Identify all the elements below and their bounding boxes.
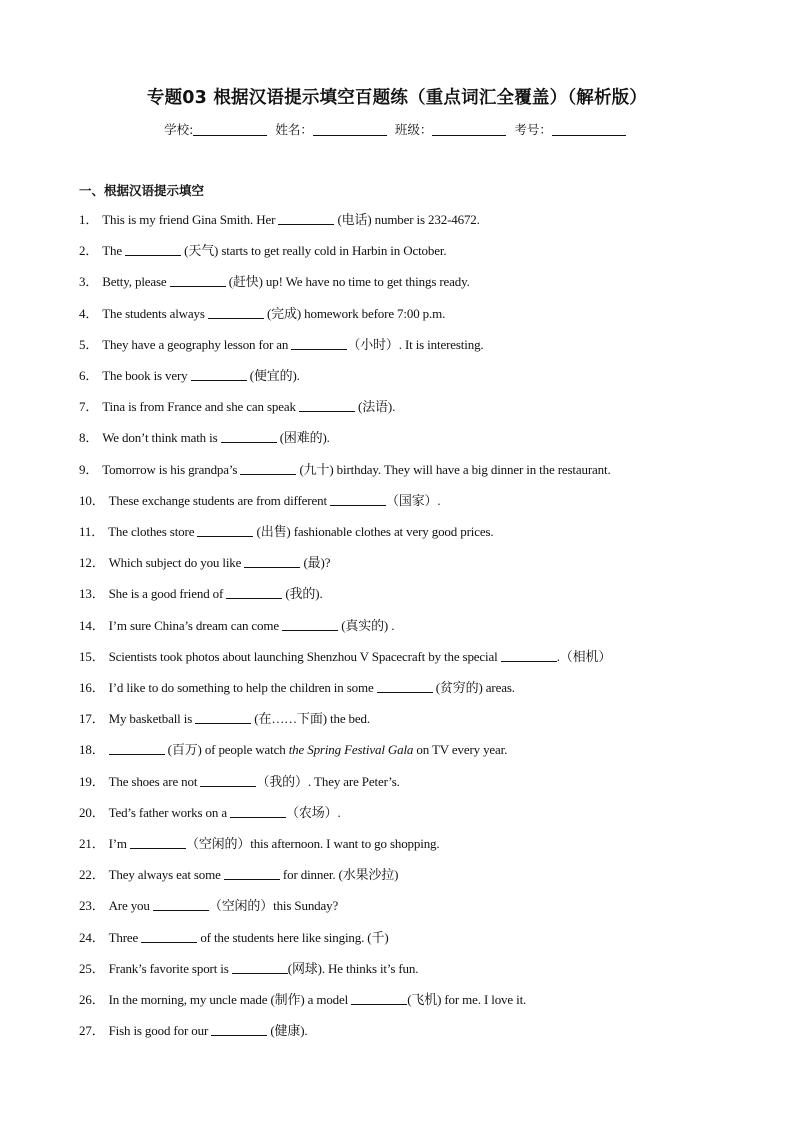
question-item — [79, 708, 370, 727]
answer-blank[interactable] — [224, 868, 280, 880]
question-number: 26． — [79, 992, 105, 1007]
question-text-before: Frank’s favorite sport is — [108, 960, 232, 976]
question-text-after: of the students here like singing. (千) — [197, 929, 389, 945]
question-number: 20． — [79, 804, 105, 820]
answer-blank[interactable] — [244, 556, 300, 568]
question-text-after: (健康). — [267, 1023, 308, 1039]
question-text-after: （小时）. It is interesting. — [347, 336, 484, 352]
question-text-before: My basketball is — [108, 711, 196, 727]
answer-blank[interactable] — [197, 525, 253, 537]
answer-blank[interactable] — [208, 307, 264, 319]
question-number: 24． — [79, 929, 105, 945]
question-text-after: （空闲的）this afternoon. I want to go shopping. — [185, 836, 440, 851]
exam-number-field[interactable] — [552, 123, 626, 136]
question-text-after: (天气) starts to get really cold in Harbin in October. — [181, 243, 447, 259]
question-text-after: for dinner. (水果沙拉) — [279, 867, 399, 883]
answer-blank[interactable] — [141, 931, 197, 943]
answer-blank[interactable] — [232, 962, 288, 974]
question-text-after: (贫穷的) areas. — [432, 680, 515, 695]
question-text-after: (赶快) up! We have no time to get things ready. — [225, 274, 470, 290]
question-number: 19． — [79, 773, 105, 789]
question-number: 25． — [79, 960, 105, 976]
answer-blank[interactable] — [230, 806, 286, 818]
question-item — [79, 677, 515, 696]
question-text-before: The shoes are not — [108, 773, 201, 789]
question-item — [79, 739, 507, 758]
question-text-before: Three — [108, 929, 142, 945]
question-text-before: The clothes store — [108, 524, 198, 539]
question-text-before: Fish is good for our — [108, 1023, 212, 1039]
question-text-after: (法语). — [354, 399, 396, 415]
question-text-tail: on TV every year. — [413, 742, 508, 758]
question-text-before: They always eat some — [108, 867, 224, 883]
answer-blank[interactable] — [191, 369, 247, 381]
question-text-before: In the morning, my uncle made (制作) a model — [108, 992, 352, 1007]
question-text-before: She is a good friend of — [108, 586, 227, 602]
question-number: 5． — [79, 336, 99, 352]
answer-blank[interactable] — [351, 993, 407, 1005]
question-item — [79, 459, 611, 478]
question-item — [79, 303, 445, 322]
question-text-before: Which subject do you like — [108, 555, 245, 571]
answer-blank[interactable] — [200, 775, 256, 787]
question-number: 9． — [79, 461, 99, 477]
question-number: 13． — [79, 586, 105, 602]
answer-blank[interactable] — [125, 244, 181, 256]
question-item — [79, 209, 480, 228]
question-item — [79, 365, 300, 384]
question-text-before: Ted’s father works on a — [108, 804, 231, 820]
question-item — [79, 490, 441, 509]
name-label: 姓名： — [275, 122, 313, 137]
question-text-before: The — [102, 243, 126, 259]
question-item — [79, 802, 341, 821]
question-number: 22． — [79, 867, 105, 883]
question-number: 2． — [79, 243, 99, 259]
question-number: 23． — [79, 898, 105, 914]
answer-blank[interactable] — [130, 837, 186, 849]
question-text-before: Scientists took photos about launching Shenzhou V Spacecraft by the special — [108, 648, 501, 664]
question-item — [79, 552, 330, 571]
answer-blank[interactable] — [221, 431, 277, 443]
question-text-before: Tomorrow is his grandpa’s — [102, 461, 241, 477]
answer-blank[interactable] — [153, 899, 209, 911]
question-text-after: (真实的) . — [338, 617, 395, 633]
question-number: 15． — [79, 648, 105, 664]
question-item — [79, 989, 526, 1008]
question-text-after: (便宜的). — [246, 368, 300, 383]
question-text-after: (最)? — [300, 555, 331, 571]
question-number: 8． — [79, 430, 99, 446]
question-number: 11． — [79, 524, 105, 539]
question-text-after: (飞机) for me. I love it. — [407, 992, 527, 1007]
school-field[interactable] — [193, 123, 267, 136]
question-text-before: Are you — [108, 898, 153, 914]
question-text-after: (完成) homework before 7:00 p.m. — [263, 305, 446, 321]
exam-number-label: 考号： — [514, 122, 552, 137]
question-number: 3． — [79, 274, 99, 290]
question-number: 10． — [79, 492, 105, 508]
question-item — [79, 396, 395, 415]
answer-blank[interactable] — [377, 681, 433, 693]
name-field[interactable] — [313, 123, 387, 136]
question-item — [79, 958, 418, 977]
question-number: 14． — [79, 617, 105, 633]
answer-blank[interactable] — [240, 463, 296, 475]
question-text-before: We don’t think math is — [102, 430, 221, 446]
question-text-before: They have a geography lesson for an — [102, 336, 292, 352]
question-text-after: （农场）. — [286, 804, 341, 820]
question-item — [79, 927, 389, 946]
answer-blank[interactable] — [211, 1024, 267, 1036]
question-item — [79, 864, 398, 883]
question-text-after: （空闲的）this Sunday? — [208, 898, 339, 914]
question-text-before: Betty, please — [102, 274, 170, 290]
question-number: 4． — [79, 305, 99, 321]
question-item — [79, 646, 611, 665]
question-text-after: (出售) fashionable clothes at very good prices. — [253, 524, 494, 539]
question-item — [79, 833, 440, 852]
question-item — [79, 895, 338, 914]
question-text-before: These exchange students are from different — [108, 492, 330, 508]
answer-blank[interactable] — [330, 494, 386, 506]
answer-blank[interactable] — [501, 650, 557, 662]
question-item — [79, 271, 470, 290]
question-number: 21． — [79, 836, 105, 851]
question-item — [79, 771, 400, 790]
question-number: 18． — [79, 742, 105, 758]
answer-blank[interactable] — [195, 712, 251, 724]
question-number: 7． — [79, 399, 99, 415]
question-item — [79, 521, 493, 540]
question-text-before: Tina is from France and she can speak — [102, 399, 299, 415]
question-text-after: (网球). He thinks it’s fun. — [287, 960, 419, 976]
question-text-before: I’m sure China’s dream can come — [108, 617, 283, 633]
question-text-after: (困难的). — [276, 430, 330, 446]
answer-blank[interactable] — [170, 275, 226, 287]
answer-blank[interactable] — [226, 587, 282, 599]
class-field[interactable] — [432, 123, 506, 136]
question-text-after: （国家）. — [386, 492, 441, 508]
class-label: 班级： — [394, 122, 433, 137]
section-title: 一、根据汉语提示填空 — [79, 183, 205, 198]
school-label: 学校: — [164, 122, 194, 137]
answer-blank[interactable] — [282, 619, 338, 631]
question-item — [79, 427, 330, 446]
question-item — [79, 240, 446, 259]
page-title: 专题03 根据汉语提示填空百题练（重点词汇全覆盖）（解析版） — [146, 88, 648, 108]
question-text-after: (百万) of people watch — [164, 742, 289, 758]
answer-blank[interactable] — [278, 213, 334, 225]
question-number: 12． — [79, 555, 105, 571]
question-item — [79, 334, 484, 353]
question-text-after: （我的）. They are Peter’s. — [256, 773, 400, 789]
question-text-before: I’d like to do something to help the children in some — [108, 680, 377, 695]
question-text-before: I’m — [108, 836, 130, 851]
question-number: 27． — [79, 1023, 105, 1039]
question-number: 6． — [79, 368, 99, 383]
question-item — [79, 615, 394, 634]
question-text-before: This is my friend Gina Smith. Her — [102, 212, 279, 227]
student-info-line — [0, 120, 794, 138]
question-text-after: (九十) birthday. They will have a big dinner in the restaurant. — [296, 461, 611, 477]
question-item — [79, 583, 323, 602]
question-title-italic: the Spring Festival Gala — [288, 742, 414, 758]
question-number: 1． — [79, 212, 99, 227]
question-number: 16． — [79, 680, 105, 695]
question-text-after: (我的). — [282, 586, 323, 602]
answer-blank[interactable] — [299, 400, 355, 412]
question-text-after: (在……下面) the bed. — [251, 711, 370, 727]
question-text-before: The book is very — [102, 368, 191, 383]
question-text-before: The students always — [102, 305, 208, 321]
question-number: 17． — [79, 711, 105, 727]
answer-blank[interactable] — [109, 743, 165, 755]
answer-blank[interactable] — [291, 338, 347, 350]
question-item — [79, 1020, 308, 1039]
question-text-after: (电话) number is 232-4672. — [334, 212, 480, 227]
question-text-after: .（相机） — [556, 648, 612, 664]
